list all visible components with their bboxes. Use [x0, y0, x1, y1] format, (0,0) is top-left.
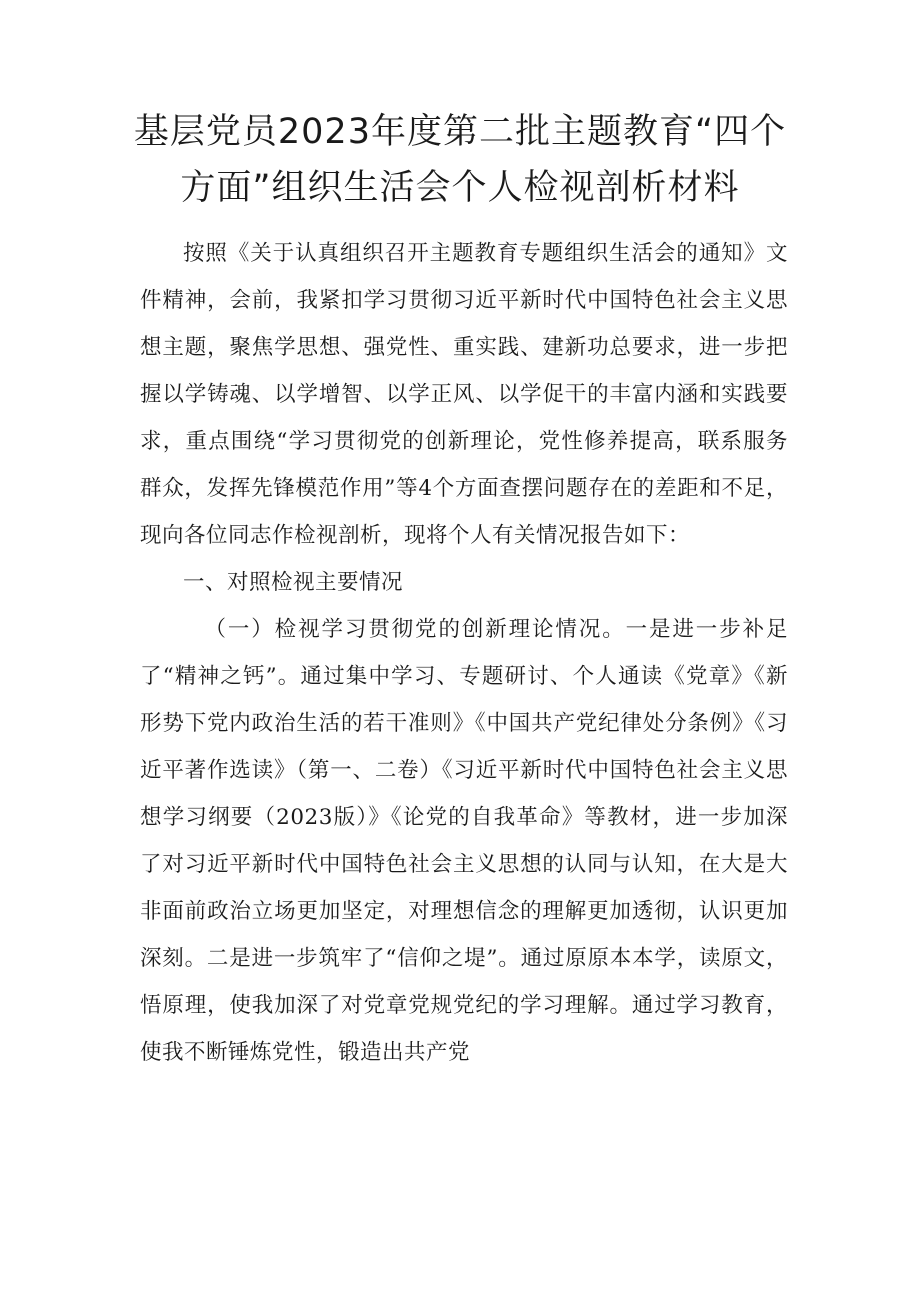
- document-title: [120, 104, 800, 216]
- title-line-2: 方面”组织生活会个人检视剖析材料: [180, 168, 740, 208]
- intro-paragraph: 按照《关于认真组织召开主题教育专题组织生活会的通知》文件精神，会前，我紧扣学习贯彻习近平新时代中国特色社会主义思想主题，聚焦学思想、强党性、重实践、建新功总要求，进一步把握以学铸魂、以学增智、以学正风、以学促干的丰富内涵和实践要求，重点围绕“学习贯彻党的创新理论，党性修养提高，联系服务群众，发挥先锋模范作用”等4个方面查摆问题存在的差距和不足，现向各位同志作检视剖析，现将个人有关情况报告如下：: [140, 241, 788, 548]
- section-heading-1: 一、对照检视主要情况: [183, 570, 404, 595]
- document-body: [140, 230, 788, 1076]
- subsection-paragraph-1: （一）检视学习贯彻党的创新理论情况。一是进一步补足了“精神之钙”。通过集中学习、专题研讨、个人通读《党章》《新形势下党内政治生活的若干准则》《中国共产党纪律处分条例》《习近平著作选读》（第一、二卷）《习近平新时代中国特色社会主义思想学习纲要（2023版）》《论党的自我革命》等教材，进一步加深了对习近平新时代中国特色社会主义思想的认同与认知，在大是大非面前政治立场更加坚定，对理想信念的理解更加透彻，认识更加深刻。二是进一步筑牢了“信仰之堤”。通过原原本本学，读原文，悟原理，使我加深了对党章党规党纪的学习理解。通过学习教育，使我不断锤炼党性，锻造出共产党: [140, 617, 788, 1065]
- title-line-1: 基层党员2023年度第二批主题教育“四个: [133, 112, 787, 152]
